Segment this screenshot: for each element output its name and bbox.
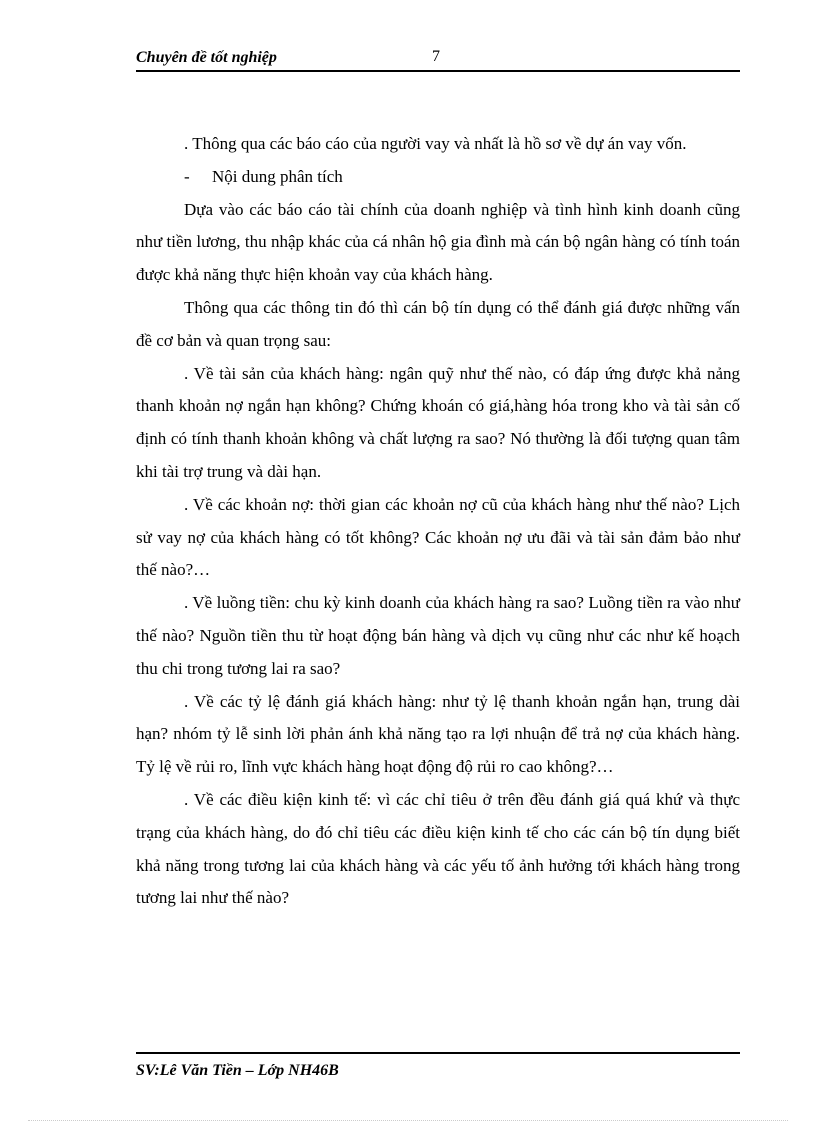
bullet-text: Nội dung phân tích [212, 166, 343, 186]
header-title: Chuyên đề tốt nghiệp [136, 49, 277, 66]
paragraph-economic-conditions: . Về các điều kiện kinh tế: vì các chỉ tiêu ở trên đều đánh giá quá khứ và thực trạng của khách hàng, do đó chỉ tiêu các điều kiện kinh tế cho các cán bộ tín dụng biết khả năng trong tương lai của khách hàng và các yếu tố ảnh hưởng tới khách hàng trong tương lai như thế nào? [136, 789, 740, 908]
paragraph-assets: . Về tài sản của khách hàng: ngân quỹ như thế nào, có đáp ứng được khả nảng thanh khoản nợ ngắn hạn không? Chứng khoán có giá,hàng hóa trong kho và tài sản cố định có tính thanh khoản không và chất lượng ra sao? Nó thường là đối tượng quan tâm khi tài trợ trung và dài hạn. [136, 363, 740, 481]
paragraph-financial-reports: Dựa vào các báo cáo tài chính của doanh nghiệp và tình hình kinh doanh cũng như tiền lương, thu nhập khác của cá nhân hộ gia đình mà cán bộ ngân hàng có tính toán được khả năng thực hiện khoản vay của khách hàng. [136, 199, 740, 285]
bullet-analysis-content [136, 161, 740, 194]
page-footer [136, 1052, 740, 1080]
page-number: 7 [432, 48, 440, 65]
bullet-dash: - [184, 166, 190, 186]
paragraph-ratios: . Về các tỷ lệ đánh giá khách hàng: như tỷ lệ thanh khoản ngắn hạn, trung dài hạn? nhóm tỷ lễ sinh lời phản ánh khả năng tạo ra lợi nhuận để trả nợ của khách hàng. Tỷ lệ về rủi ro, lĩnh vực khách hàng hoạt động độ rủi ro cao không?… [136, 691, 740, 777]
page-edge-divider [28, 1120, 788, 1121]
footer-author: SV:Lê Văn Tiền – Lớp NH46B [136, 1062, 339, 1079]
paragraph-sources: . Thông qua các báo cáo của người vay và nhất là hồ sơ về dự án vay vốn. [184, 134, 687, 153]
paragraph-key-issues: Thông qua các thông tin đó thì cán bộ tín dụng có thể đánh giá được những vấn đề cơ bản và quan trọng sau: [136, 297, 740, 350]
paragraph-cash-flow: . Về luồng tiền: chu kỳ kinh doanh của khách hàng ra sao? Luồng tiền ra vào như thế nào? Nguồn tiền thu từ hoạt động bán hàng và dịch vụ cũng như các như kế hoạch thu chi trong tương lai ra sao? [136, 593, 740, 678]
page-header [136, 48, 740, 72]
paragraph-debts: . Về các khoản nợ: thời gian các khoản nợ cũ của khách hàng như thế nào? Lịch sử vay nợ của khách hàng có tốt không? Các khoản nợ ưu đãi và tài sản đảm bảo như thế nào?… [136, 494, 740, 580]
document-body [136, 128, 740, 915]
